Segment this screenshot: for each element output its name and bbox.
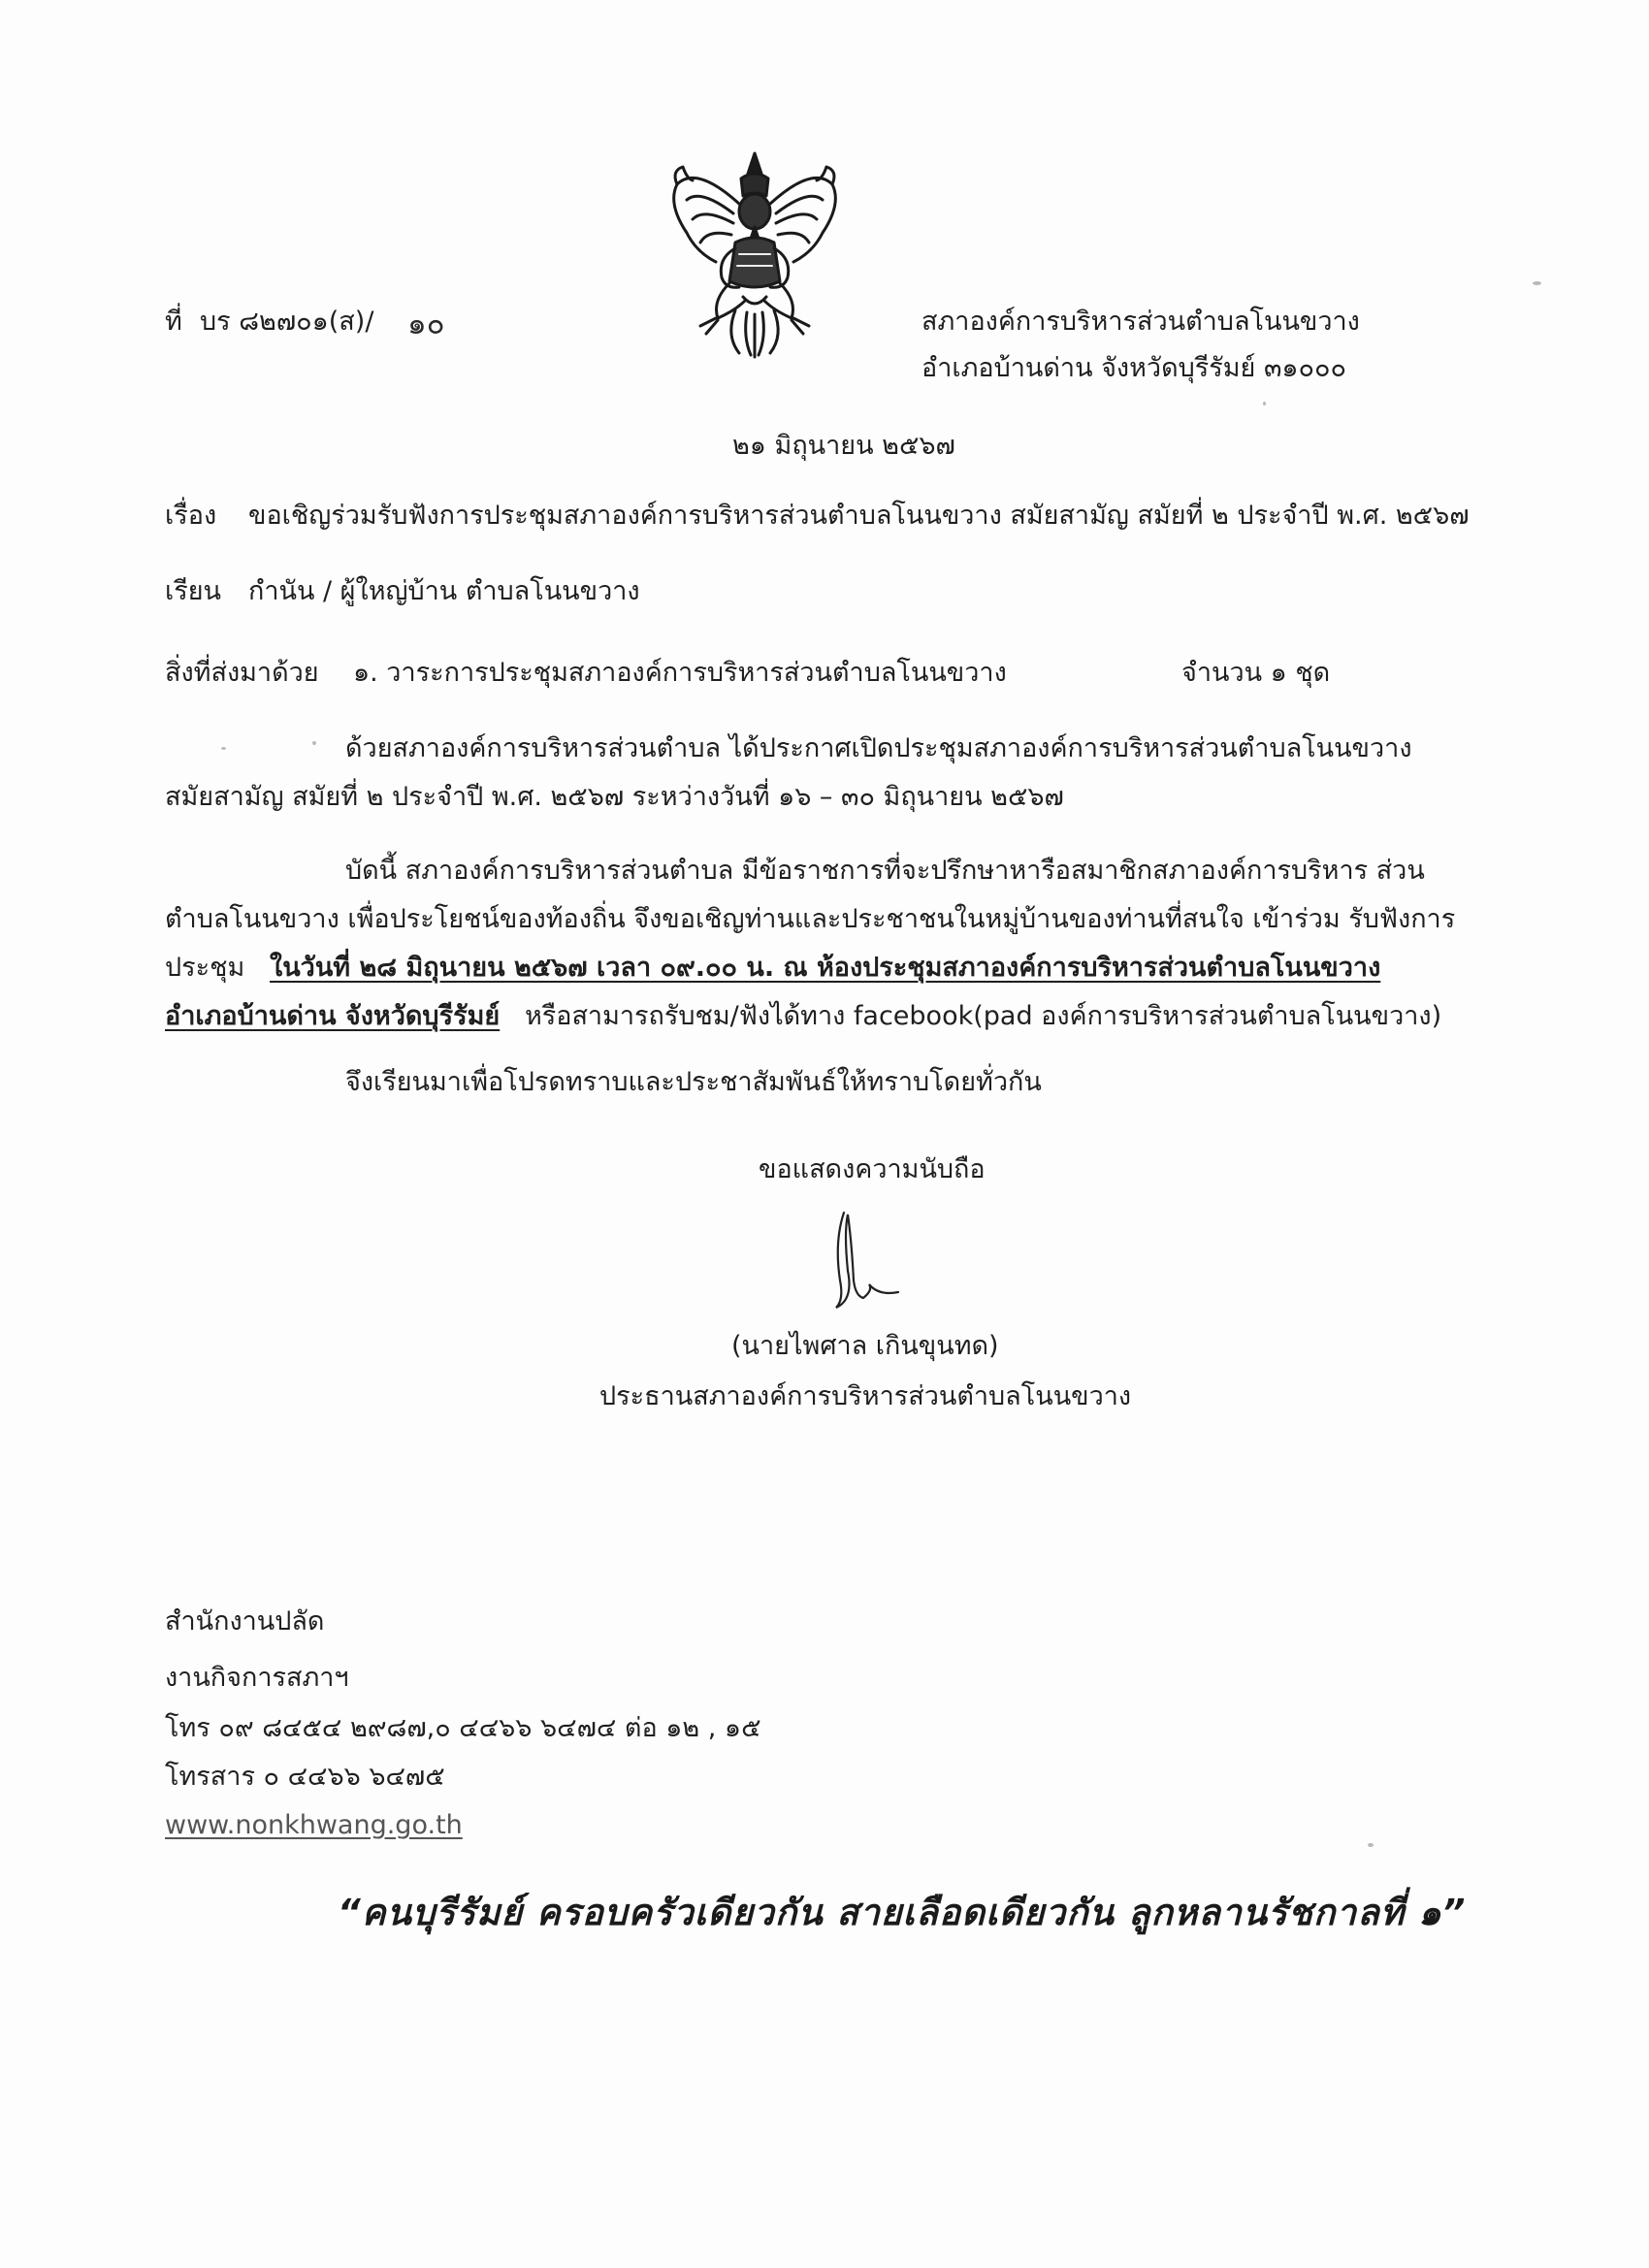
subject-label: เรื่อง [165, 501, 217, 531]
signer-title: ประธานสภาองค์การบริหารส่วนตำบลโนนขวาง [599, 1381, 1132, 1411]
ref-number: บร ๘๒๗๐๑(ส)/ [200, 307, 374, 337]
footer-phone: โทร ๐๙ ๘๔๕๔ ๒๙๘๗,๐ ๔๔๖๖ ๖๔๗๔ ต่อ ๑๒ , ๑๕ [165, 1713, 761, 1743]
footer-office: สำนักงานปลัด [165, 1606, 325, 1636]
signer-name: (นายไพศาล เกินขุนทด) [731, 1331, 999, 1361]
paragraph-2-line-3 [165, 949, 1380, 988]
paragraph-2-line-3-prefix: ประชุม [165, 953, 245, 983]
scan-mark [1263, 402, 1266, 405]
enclosure-label: สิ่งที่ส่งมาด้วย [165, 658, 319, 688]
enclosure-quantity: จำนวน ๑ ชุด [1181, 658, 1331, 688]
recipient-text: กำนัน / ผู้ใหญ่บ้าน ตำบลโนนขวาง [248, 576, 640, 606]
website-link[interactable]: www.nonkhwang.go.th [165, 1810, 463, 1840]
ref-handwritten-number: ๑๐ [407, 307, 445, 341]
paragraph-2-line-4 [165, 997, 1441, 1036]
footer-section: งานกิจการสภาฯ [165, 1663, 349, 1693]
recipient-label: เรียน [165, 576, 222, 606]
org-address: อำเภอบ้านด่าน จังหวัดบุรีรัมย์ ๓๑๐๐๐ [922, 353, 1346, 383]
slogan: “คนบุรีรัมย์ ครอบครัวเดียวกัน สายเลือดเดียวกัน ลูกหลานรัชกาลที่ ๑” [338, 1892, 1467, 1933]
paragraph-2-line-2: ตำบลโนนขวาง เพื่อประโยชน์ของท้องถิ่น จึงขอเชิญท่านและประชาชนในหมู่บ้านของท่านที่สนใจ เข้าร่วม รับฟังการ [165, 904, 1456, 934]
facebook-note: หรือสามารถรับชม/ฟังได้ทาง facebook(pad องค์การบริหารส่วนตำบลโนนขวาง) [524, 1001, 1442, 1031]
paragraph-1-line-2: สมัยสามัญ สมัยที่ ๒ ประจำปี พ.ศ. ๒๕๖๗ ระหว่างวันที่ ๑๖ – ๓๐ มิถุนายน ๒๕๖๗ [165, 782, 1064, 812]
garuda-emblem-icon [658, 146, 852, 359]
enclosure-item: ๑. วาระการประชุมสภาองค์การบริหารส่วนตำบลโนนขวาง [353, 658, 1007, 688]
org-name: สภาองค์การบริหารส่วนตำบลโนนขวาง [922, 307, 1360, 337]
meeting-date-venue: ในวันที่ ๒๘ มิถุนายน ๒๕๖๗ เวลา ๐๙.๐๐ น. ณ ห้องประชุมสภาองค์การบริหารส่วนตำบลโนนขวาง [270, 953, 1381, 983]
footer-fax: โทรสาร ๐ ๔๔๖๖ ๖๔๗๕ [165, 1762, 445, 1792]
paragraph-3: จึงเรียนมาเพื่อโปรดทราบและประชาสัมพันธ์ให้ทราบโดยทั่วกัน [345, 1067, 1042, 1097]
paragraph-1-line-1: ด้วยสภาองค์การบริหารส่วนตำบล ได้ประกาศเปิดประชุมสภาองค์การบริหารส่วนตำบลโนนขวาง [345, 733, 1412, 763]
scan-mark [1533, 281, 1541, 285]
signature-icon [815, 1203, 922, 1319]
ref-label: ที่ [165, 307, 182, 337]
closing-regards: ขอแสดงความนับถือ [759, 1154, 986, 1184]
subject-text: ขอเชิญร่วมรับฟังการประชุมสภาองค์การบริหารส่วนตำบลโนนขวาง สมัยสามัญ สมัยที่ ๒ ประจำปี พ.ศ. ๒๕๖๗ [248, 501, 1470, 531]
scan-mark [312, 741, 316, 745]
meeting-location: อำเภอบ้านด่าน จังหวัดบุรีรัมย์ [165, 1001, 501, 1031]
paragraph-2-line-1: บัดนี้ สภาองค์การบริหารส่วนตำบล มีข้อราชการที่จะปรึกษาหารือสมาชิกสภาองค์การบริหาร ส่วน [345, 856, 1425, 886]
scan-mark [1368, 1843, 1374, 1847]
letter-date: ๒๑ มิถุนายน ๒๕๖๗ [732, 431, 955, 461]
scan-mark [221, 747, 226, 750]
